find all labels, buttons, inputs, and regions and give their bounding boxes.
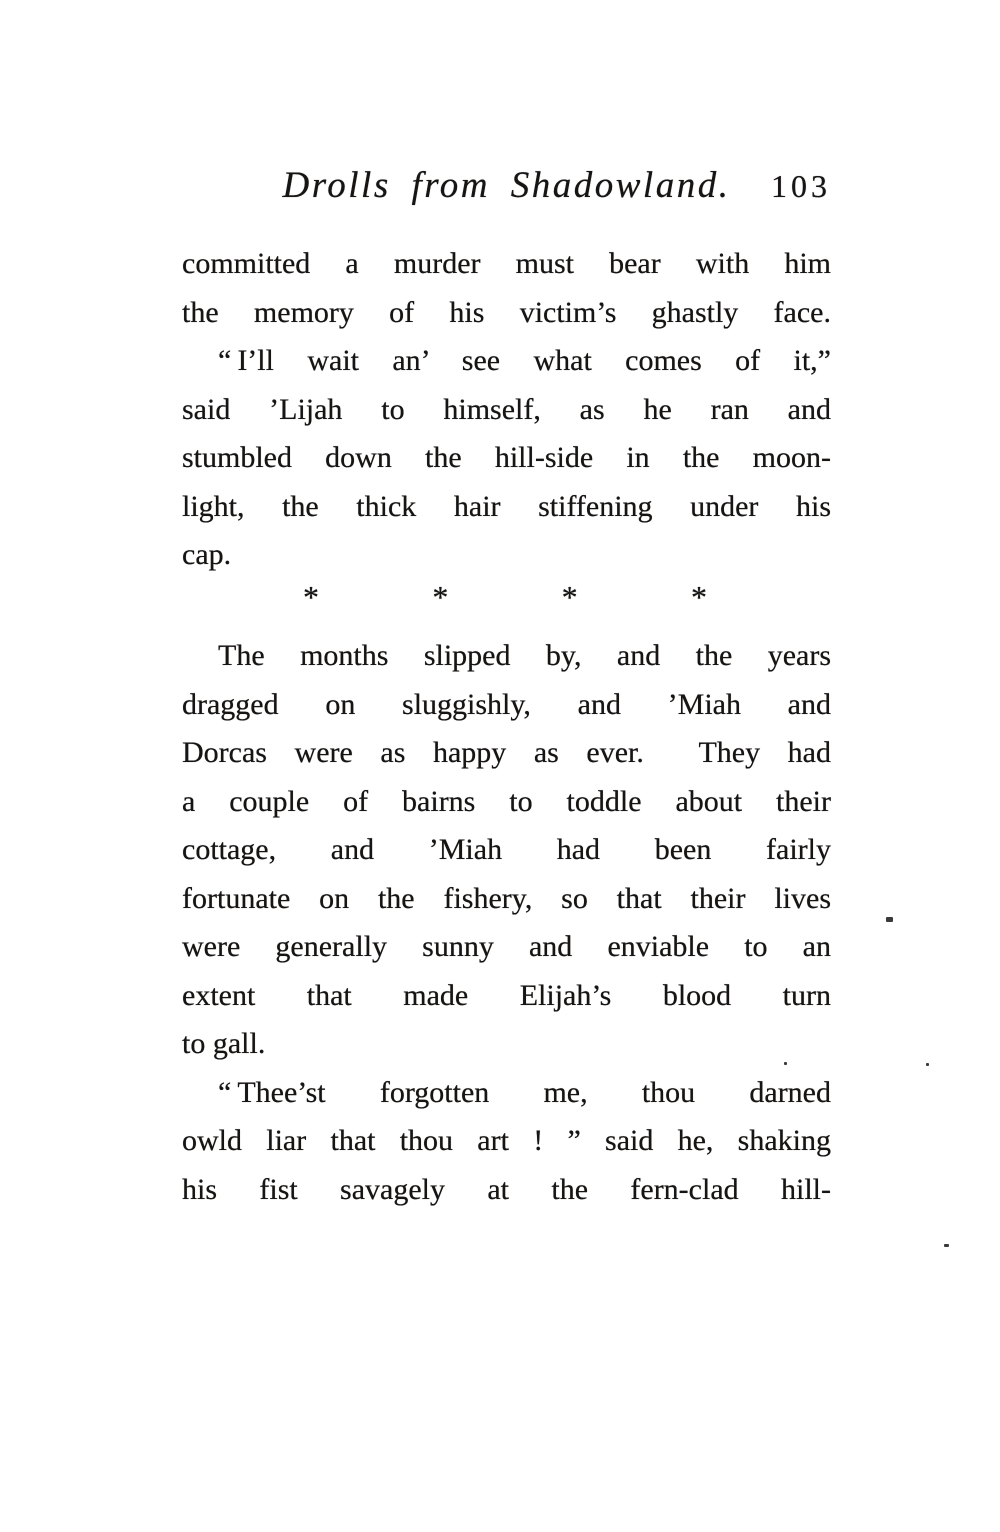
asterisk-icon: * [561,578,578,615]
text-line: a couple of bairns to toddle about their [182,784,831,818]
text-line: light, the thick hair stiffening under his [182,489,831,523]
text-line: The months slipped by, and the years [218,639,831,672]
text-line: the memory of his victim’s ghastly face. [182,295,831,329]
scan-speck [926,1063,929,1066]
page-body [182,240,831,1214]
scan-speck [944,1244,949,1247]
text-line: cottage, and ’Miah had been fairly [182,833,831,866]
text-line: cap. [182,538,232,571]
asterisk-icon: * [303,578,319,615]
text-line: his fist savagely at the fern-clad hill- [182,1172,831,1206]
scan-speck [784,1062,787,1065]
text-line: were generally sunny and enviable to an [182,930,831,963]
asterisk-row [303,573,707,622]
text-line: Dorcas were as happy as ever. They had [182,736,831,769]
text-line: committed a murder must bear with him [182,247,831,280]
running-header [182,160,831,212]
text-line: stumbled down the hill-side in the moon- [182,441,831,474]
section-separator [182,580,831,629]
text-line: to gall. [182,1027,266,1060]
asterisk-icon: * [690,578,707,615]
asterisk-icon: * [432,578,449,615]
text-line: fortunate on the fishery, so that their lives [182,881,831,915]
page-number: 103 [771,168,831,204]
text-line: dragged on sluggishly, and ’Miah and [182,687,831,721]
text-line: said ’Lijah to himself, as he ran and [182,392,831,426]
page-title: Drolls from Shadowland. [282,165,731,206]
scan-speck [886,917,893,922]
text-line: owld liar that thou art ! ” said he, shaking [182,1124,831,1157]
text-line: extent that made Elijah’s blood turn [182,978,831,1012]
text-line: “ I’ll wait an’ see what comes of it,” [218,344,831,377]
text-line: “ Thee’st forgotten me, thou darned [218,1075,831,1109]
